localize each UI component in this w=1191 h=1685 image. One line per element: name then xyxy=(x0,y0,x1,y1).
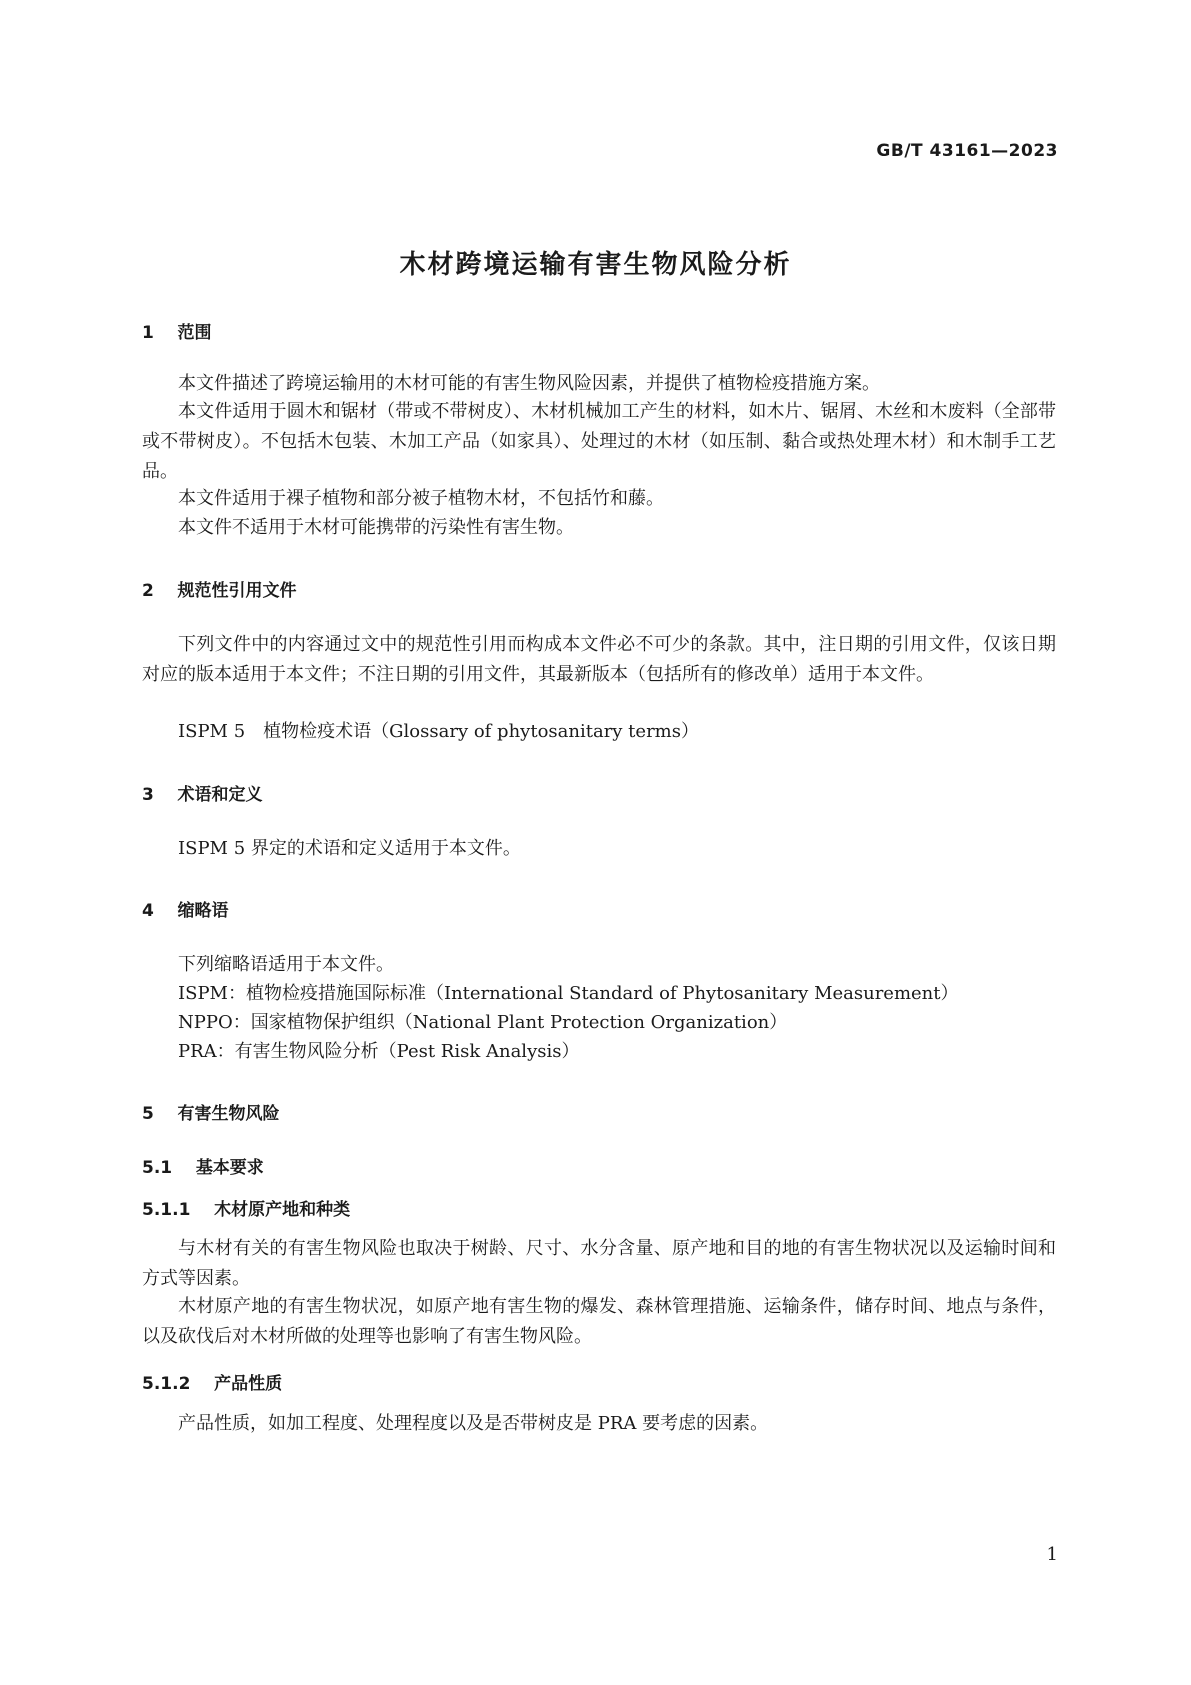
document-title: 木材跨境运输有害生物风险分析 xyxy=(399,250,792,280)
paragraph: 产品性质，如加工程度、处理程度以及是否带树皮是 PRA 要考虑的因素。 xyxy=(178,1413,769,1434)
paragraph: 本文件适用于圆木和锯材（带或不带树皮）、木材机械加工产生的材料，如木片、锯屑、木丝和木废料（全部带或不带树皮）。不包括木包装、木加工产品（如家具）、处理过的木材（如压制、黏合或热处理木材）和木制手工艺品。 xyxy=(142,401,1056,482)
section-title: 有害生物风险 xyxy=(177,1104,280,1124)
section-number: 5 xyxy=(142,1104,154,1124)
paragraph: ISPM 5 界定的术语和定义适用于本文件。 xyxy=(178,838,521,859)
section-1-heading xyxy=(142,318,212,343)
abbreviation-item: ISPM：植物检疫措施国际标准（International Standard of Phytosanitary Measurement） xyxy=(178,983,959,1004)
section-title: 范围 xyxy=(177,323,212,343)
section-title: 规范性引用文件 xyxy=(177,581,297,601)
section-number: 3 xyxy=(142,785,154,805)
section-number: 5.1.2 xyxy=(142,1374,191,1394)
paragraph: 下列缩略语适用于本文件。 xyxy=(178,954,394,975)
standard-code: GB/T 43161—2023 xyxy=(876,141,1058,161)
page-number: 1 xyxy=(1046,1544,1058,1565)
paragraph: 本文件描述了跨境运输用的木材可能的有害生物风险因素，并提供了植物检疫措施方案。 xyxy=(178,373,880,394)
section-5-1-2-heading xyxy=(142,1369,282,1394)
paragraph: 本文件不适用于木材可能携带的污染性有害生物。 xyxy=(178,517,574,538)
section-number: 5.1.1 xyxy=(142,1200,191,1220)
paragraph: 本文件适用于裸子植物和部分被子植物木材，不包括竹和藤。 xyxy=(178,488,664,509)
section-5-1-1-heading xyxy=(142,1195,350,1220)
section-5-heading xyxy=(142,1099,280,1124)
section-3-heading xyxy=(142,780,263,805)
section-number: 2 xyxy=(142,581,154,601)
section-title: 基本要求 xyxy=(195,1158,264,1178)
section-number: 5.1 xyxy=(142,1158,173,1178)
section-2-heading xyxy=(142,576,297,601)
abbreviation-item: NPPO：国家植物保护组织（National Plant Protection Organization） xyxy=(178,1012,788,1033)
section-title: 产品性质 xyxy=(214,1374,283,1394)
section-number: 1 xyxy=(142,323,154,343)
section-title: 缩略语 xyxy=(177,901,229,921)
section-title: 木材原产地和种类 xyxy=(214,1200,351,1220)
section-5-1-heading xyxy=(142,1153,264,1178)
paragraph: 与木材有关的有害生物风险也取决于树龄、尺寸、水分含量、原产地和目的地的有害生物状况以及运输时间和方式等因素。 xyxy=(142,1238,1056,1289)
section-number: 4 xyxy=(142,901,154,921)
paragraph: 下列文件中的内容通过文中的规范性引用而构成本文件必不可少的条款。其中，注日期的引用文件，仅该日期对应的版本适用于本文件；不注日期的引用文件，其最新版本（包括所有的修改单）适用于本文件。 xyxy=(142,634,1056,685)
abbreviation-item: PRA：有害生物风险分析（Pest Risk Analysis） xyxy=(178,1041,580,1062)
reference-item: ISPM 5 植物检疫术语（Glossary of phytosanitary terms） xyxy=(178,721,699,742)
paragraph: 木材原产地的有害生物状况，如原产地有害生物的爆发、森林管理措施、运输条件，储存时间、地点与条件，以及砍伐后对木材所做的处理等也影响了有害生物风险。 xyxy=(142,1296,1056,1347)
section-4-heading xyxy=(142,896,229,921)
section-title: 术语和定义 xyxy=(177,785,263,805)
